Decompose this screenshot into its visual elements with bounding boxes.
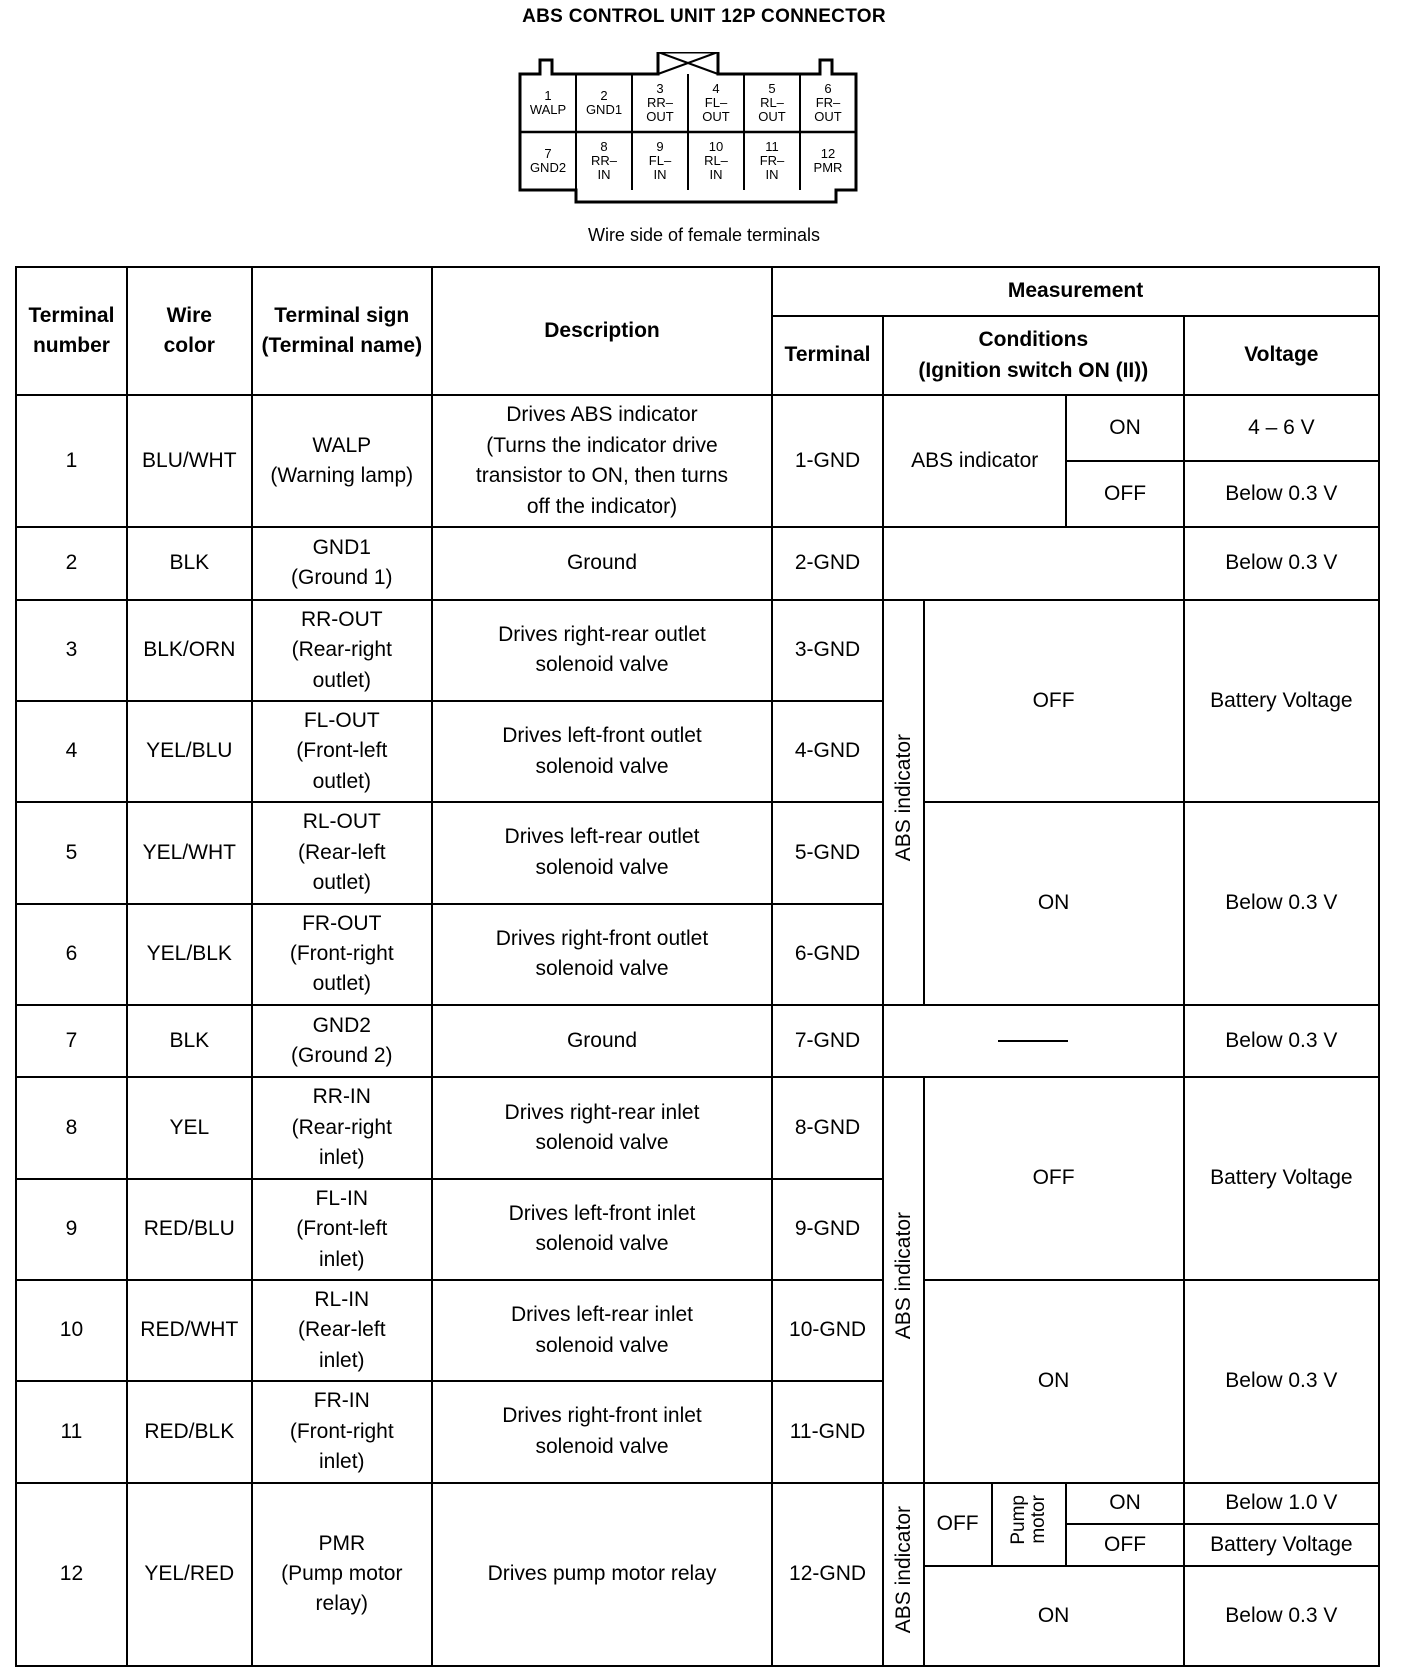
connector-diagram <box>518 52 880 212</box>
connector-pin-label: RL– <box>704 153 728 168</box>
measure-terminal: 9-GND <box>772 1179 883 1280</box>
measure-terminal: 11-GND <box>772 1381 883 1482</box>
connector-pin-label: FL– <box>704 95 728 110</box>
voltage-value: Below 0.3 V <box>1184 1005 1379 1078</box>
description: Drives ABS indicator (Turns the indicator drive transistor to ON, then turns off the indicator) <box>432 395 772 527</box>
condition-on: ON <box>924 802 1184 1005</box>
header-conditions: Conditions (Ignition switch ON (II)) <box>883 316 1184 395</box>
header-terminal: Terminal <box>772 316 883 395</box>
connector-pin-label: FL– <box>648 153 672 168</box>
description: Drives left-front inlet solenoid valve <box>432 1179 772 1280</box>
terminal-sign: FR-IN (Front-right inlet) <box>252 1381 432 1482</box>
group-label-abs-indicator: ABS indicator <box>883 1077 924 1482</box>
voltage-value: Battery Voltage <box>1184 1524 1379 1566</box>
terminal-sign: RL-IN (Rear-left inlet) <box>252 1280 432 1381</box>
table-row <box>16 1483 1379 1525</box>
condition-dash <box>883 1005 1184 1078</box>
condition-off: OFF <box>1066 461 1183 527</box>
connector-pin-label: OUT <box>702 109 730 124</box>
header-terminal-number: Terminal number <box>16 267 127 395</box>
description: Drives right-rear outlet solenoid valve <box>432 600 772 701</box>
terminal-sign: RR-IN (Rear-right inlet) <box>252 1077 432 1178</box>
voltage-value: Below 0.3 V <box>1184 1280 1379 1483</box>
connector-pin-label: FR– <box>815 95 841 110</box>
measure-terminal: 12-GND <box>772 1483 883 1666</box>
condition-off: OFF <box>924 1077 1184 1280</box>
table-row <box>16 600 1379 701</box>
condition-pump-motor: Pump motor <box>992 1483 1067 1566</box>
measure-terminal: 7-GND <box>772 1005 883 1078</box>
table-row <box>16 527 1379 600</box>
connector-pin-label: IN <box>765 167 779 182</box>
connector-pin-label: OUT <box>646 109 674 124</box>
wire-color: RED/WHT <box>127 1280 252 1381</box>
voltage-value: Below 0.3 V <box>1184 461 1379 527</box>
condition-empty <box>883 527 1184 600</box>
condition-on: ON <box>924 1566 1184 1666</box>
terminal-number: 5 <box>16 802 127 903</box>
measure-terminal: 8-GND <box>772 1077 883 1178</box>
dash-mark <box>998 1040 1068 1042</box>
terminal-sign: FR-OUT (Front-right outlet) <box>252 904 432 1005</box>
voltage-value: 4 – 6 V <box>1184 395 1379 461</box>
connector-pin-label: FR– <box>759 153 785 168</box>
terminal-sign: GND1 (Ground 1) <box>252 527 432 600</box>
measure-terminal: 5-GND <box>772 802 883 903</box>
voltage-value: Below 0.3 V <box>1184 802 1379 1005</box>
connector-pin-number: 11 <box>765 139 779 154</box>
wire-color: YEL/WHT <box>127 802 252 903</box>
wire-color: BLK <box>127 527 252 600</box>
measure-terminal: 1-GND <box>772 395 883 527</box>
table-row <box>16 1005 1379 1078</box>
table-row <box>16 1077 1379 1178</box>
connector-pin-number: 8 <box>600 139 608 154</box>
wire-color: RED/BLK <box>127 1381 252 1482</box>
connector-pin-label: PMR <box>813 160 843 175</box>
terminal-number: 1 <box>16 395 127 527</box>
connector-pin-label: OUT <box>814 109 842 124</box>
connector-pin-number: 5 <box>768 81 776 96</box>
voltage-value: Below 0.3 V <box>1184 1566 1379 1666</box>
connector-caption: Wire side of female terminals <box>587 225 821 245</box>
connector-pin-label: IN <box>597 167 611 182</box>
measure-terminal: 2-GND <box>772 527 883 600</box>
connector-pin-number: 3 <box>656 81 664 96</box>
wire-color: YEL/BLU <box>127 701 252 802</box>
measure-terminal: 6-GND <box>772 904 883 1005</box>
connector-pin-number: 10 <box>708 139 724 154</box>
voltage-value: Battery Voltage <box>1184 600 1379 803</box>
wire-color: YEL <box>127 1077 252 1178</box>
terminal-number: 3 <box>16 600 127 701</box>
measure-terminal: 10-GND <box>772 1280 883 1381</box>
header-terminal-sign: Terminal sign (Terminal name) <box>252 267 432 395</box>
header-measurement: Measurement <box>772 267 1379 316</box>
terminal-table <box>15 266 1380 1667</box>
terminal-number: 9 <box>16 1179 127 1280</box>
group-label-abs-indicator: ABS indicator <box>883 1483 924 1666</box>
description: Drives left-rear inlet solenoid valve <box>432 1280 772 1381</box>
wire-color: BLK/ORN <box>127 600 252 701</box>
connector-pin-number: 7 <box>544 146 552 161</box>
description: Drives right-rear inlet solenoid valve <box>432 1077 772 1178</box>
table-row <box>16 395 1379 461</box>
terminal-number: 12 <box>16 1483 127 1666</box>
condition-off: OFF <box>1066 1524 1183 1566</box>
connector-pin-label: GND2 <box>529 160 567 175</box>
connector-pin-label: IN <box>709 167 723 182</box>
connector-pin-number: 6 <box>824 81 832 96</box>
terminal-sign: RR-OUT (Rear-right outlet) <box>252 600 432 701</box>
wire-color: YEL/BLK <box>127 904 252 1005</box>
table-row <box>16 802 1379 903</box>
connector-pin-number: 9 <box>656 139 664 154</box>
measure-terminal: 4-GND <box>772 701 883 802</box>
terminal-sign: GND2 (Ground 2) <box>252 1005 432 1078</box>
connector-pin-label: WALP <box>529 102 567 117</box>
group-label-abs-indicator: ABS indicator <box>883 600 924 1005</box>
condition-off: OFF <box>924 1483 992 1566</box>
terminal-sign: RL-OUT (Rear-left outlet) <box>252 802 432 903</box>
terminal-number: 4 <box>16 701 127 802</box>
terminal-sign: FL-OUT (Front-left outlet) <box>252 701 432 802</box>
connector-pin-label: GND1 <box>585 102 623 117</box>
table-row <box>16 1280 1379 1381</box>
description: Drives left-rear outlet solenoid valve <box>432 802 772 903</box>
connector-pin-number: 12 <box>820 146 836 161</box>
connector-pin-label: IN <box>653 167 667 182</box>
voltage-value: Below 0.3 V <box>1184 527 1379 600</box>
terminal-number: 11 <box>16 1381 127 1482</box>
description: Drives right-front outlet solenoid valve <box>432 904 772 1005</box>
measure-terminal: 3-GND <box>772 600 883 701</box>
connector-pin-number: 1 <box>544 88 552 103</box>
connector-pin-label: RL– <box>760 95 784 110</box>
wire-color: BLU/WHT <box>127 395 252 527</box>
wire-color: BLK <box>127 1005 252 1078</box>
connector-pin-label: RR– <box>646 95 674 110</box>
wire-color: YEL/RED <box>127 1483 252 1666</box>
terminal-sign: PMR (Pump motor relay) <box>252 1483 432 1666</box>
description: Ground <box>432 1005 772 1078</box>
terminal-number: 2 <box>16 527 127 600</box>
description: Drives right-front inlet solenoid valve <box>432 1381 772 1482</box>
description: Drives pump motor relay <box>432 1483 772 1666</box>
condition-on: ON <box>1066 1483 1183 1525</box>
terminal-sign: WALP (Warning lamp) <box>252 395 432 527</box>
connector-pin-label: RR– <box>590 153 618 168</box>
connector-pin-label: OUT <box>758 109 786 124</box>
connector-pin-number: 4 <box>712 81 720 96</box>
header-voltage: Voltage <box>1184 316 1379 395</box>
header-wire-color: Wire color <box>127 267 252 395</box>
terminal-number: 7 <box>16 1005 127 1078</box>
voltage-value: Below 1.0 V <box>1184 1483 1379 1525</box>
page-title: ABS CONTROL UNIT 12P CONNECTOR <box>522 6 886 27</box>
description: Drives left-front outlet solenoid valve <box>432 701 772 802</box>
terminal-number: 8 <box>16 1077 127 1178</box>
condition-abs-indicator: ABS indicator <box>883 395 1066 527</box>
condition-off: OFF <box>924 600 1184 803</box>
terminal-sign: FL-IN (Front-left inlet) <box>252 1179 432 1280</box>
wire-color: RED/BLU <box>127 1179 252 1280</box>
description: Ground <box>432 527 772 600</box>
terminal-number: 6 <box>16 904 127 1005</box>
voltage-value: Battery Voltage <box>1184 1077 1379 1280</box>
connector-pin-number: 2 <box>600 88 608 103</box>
terminal-number: 10 <box>16 1280 127 1381</box>
condition-on: ON <box>1066 395 1183 461</box>
condition-on: ON <box>924 1280 1184 1483</box>
header-description: Description <box>432 267 772 395</box>
